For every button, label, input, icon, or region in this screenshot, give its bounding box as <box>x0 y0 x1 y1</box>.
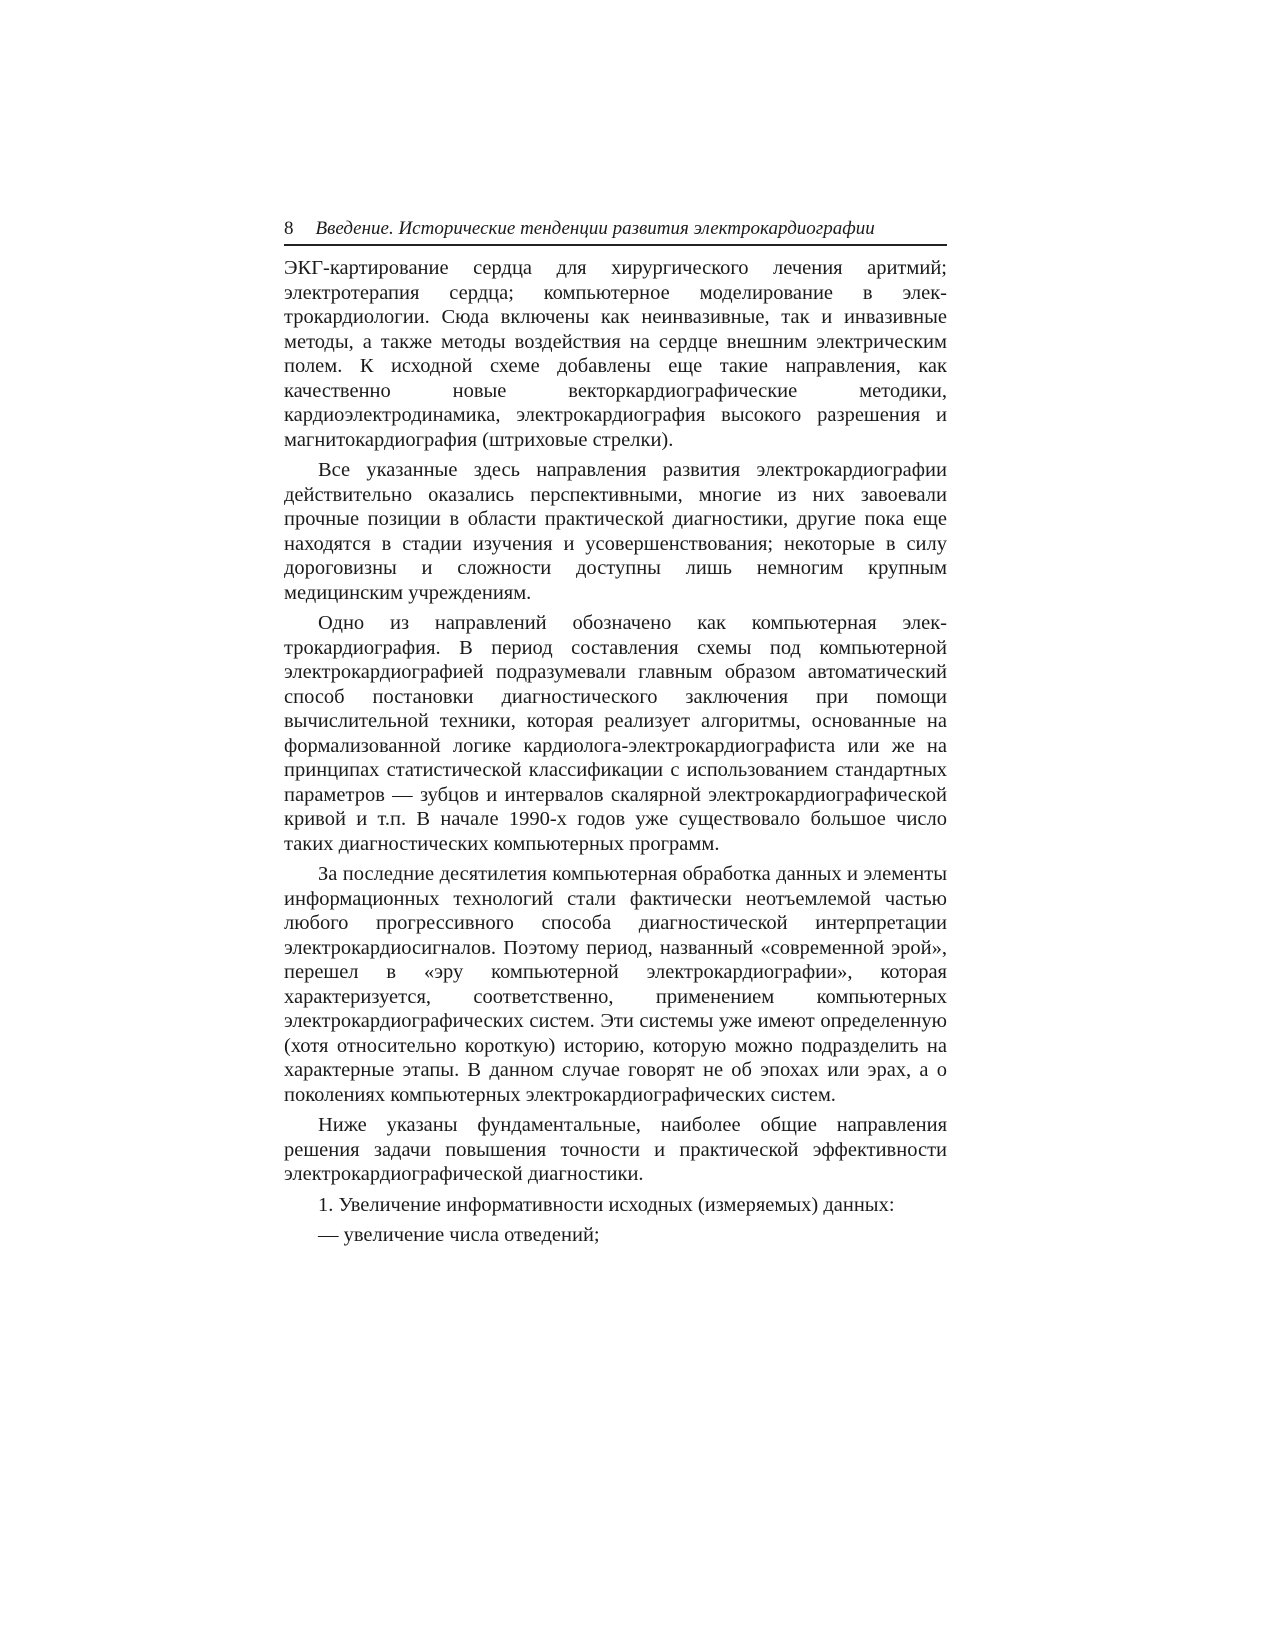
paragraph: Одно из направлений обозначено как компьютерная электрокардиография. В период составления схемы под компьютерной электрокардиографией подразумевали главным образом автоматический способ постановки диагностического заключения при помощи вычислительной техники, которая реализует алгоритмы, основанные на формализованной логике кардиолога-электрокардиографиста или же на принципах статистической классификации с использованием стандартных параметров — зубцов и интервалов скалярной электрокардиографической кривой и т.п. В начале 1990-х годов уже существовало большое число таких диагностических компьютерных программ. <box>284 612 947 855</box>
paragraph: За последние десятилетия компьютерная обработка данных и элементы информационных технологий стали фактически неотъемлемой частью любого прогрессивного способа диагностической интерпретации электрокардиосигналов. Поэтому период, названный «современной эрой», перешел в «эру компьютерной электрокардиографии», которая характеризуется, соответственно, применением компьютерных электрокардиографических систем. Эти системы уже имеют определенную (хотя относительно короткую) историю, которую можно подразделить на характерные этапы. В данном случае говорят не об эпохах или эрах, а о поколениях компьютерных электрокардиографических систем. <box>284 863 947 1106</box>
paragraph: Ниже указаны фундаментальные, наиболее общие направления решения задачи повышения точности и практической эффективности электрокардиографической диагностики. <box>284 1114 947 1185</box>
body-text <box>284 256 947 1248</box>
running-head <box>284 218 947 246</box>
list-heading: 1. Увеличение информативности исходных (измеряемых) данных: <box>318 1193 895 1216</box>
list-item: — увеличение числа отведений; <box>318 1224 600 1246</box>
paragraph: Все указанные здесь направления развития электрокардиографии действительно оказались перспективными, многие из них завоевали прочные позиции в области практической диагностики, другие пока еще находятся в стадии изучения и усовершенствования; некоторые в силу дороговизны и сложности доступны лишь немногим крупным медицинским учреждениям. <box>284 459 947 604</box>
page-number: 8 <box>284 218 294 239</box>
book-page <box>284 218 947 1248</box>
paragraph: ЭКГ-картирование сердца для хирургического лечения аритмий; электротерапия сердца; компьютерное моделирование в электрокардиологии. Сюда включены как неинвазивные, так и инвазивные методы, а также методы воздействия на сердце внешним электрическим полем. К исходной схеме добавлены еще такие направления, как качественно новые векторкардиографические методики, кардиоэлектродинамика, электрокардиография высокого разрешения и магнитокардиография (штриховые стрелки). <box>284 257 947 451</box>
running-title: Введение. Исторические тенденции развития электрокардиографии <box>315 218 875 239</box>
